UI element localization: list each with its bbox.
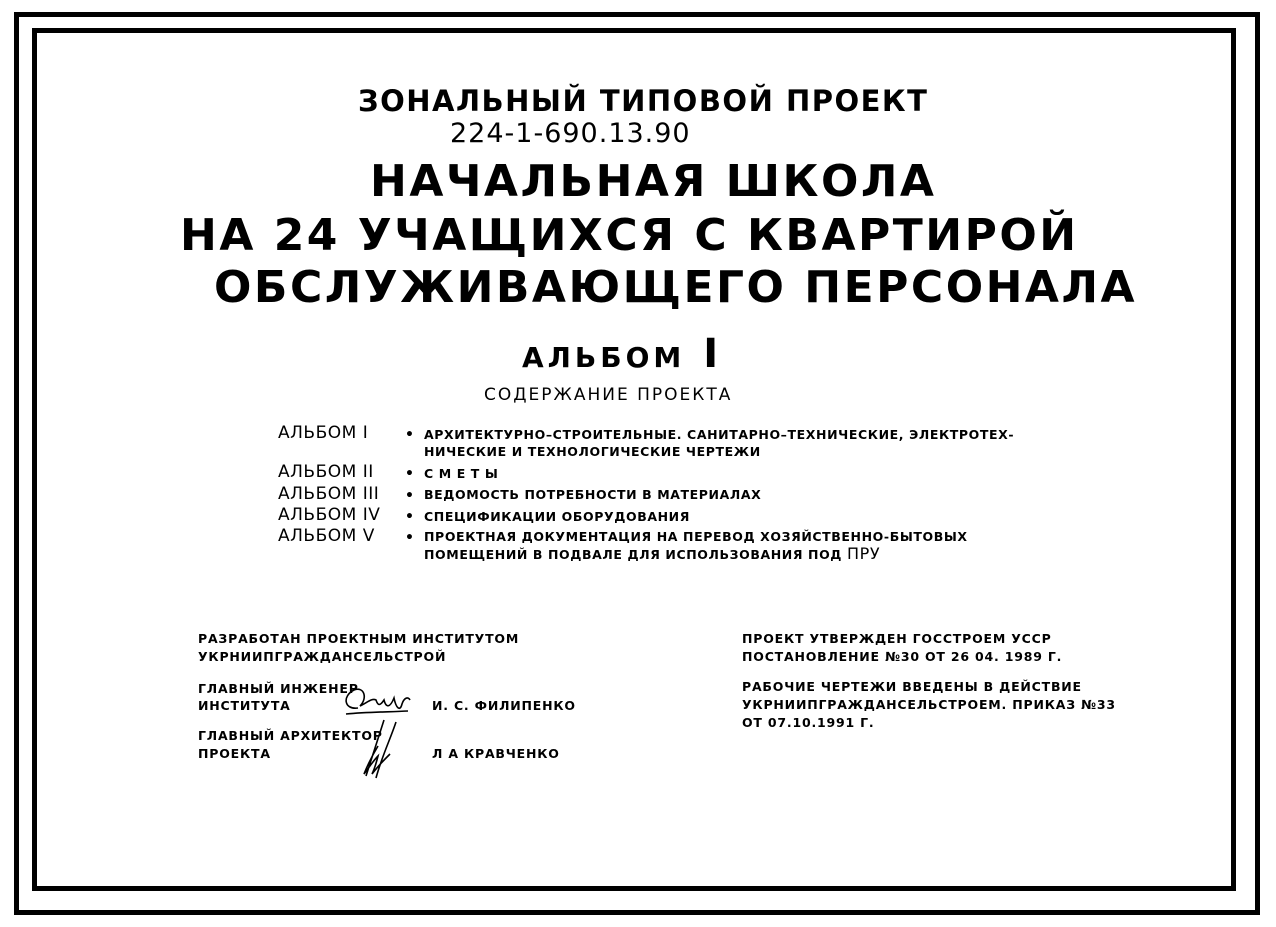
drawings-line3: ОТ 07.10.1991 Г. — [742, 715, 875, 730]
chief-engineer-label-1: ГЛАВНЫЙ ИНЖЕНЕР — [198, 681, 359, 696]
chief-architect-label-1: ГЛАВНЫЙ АРХИТЕКТОР — [198, 728, 383, 743]
chief-engineer-label-2: ИНСТИТУТА — [198, 698, 291, 713]
contents-row-text: СПЕЦИФИКАЦИИ ОБОРУДОВАНИЯ — [424, 509, 690, 524]
contents-row-text: ВЕДОМОСТЬ ПОТРЕБНОСТИ В МАТЕРИАЛАХ — [424, 487, 762, 502]
contents-row-text-cont: НИЧЕСКИЕ И ТЕХНОЛОГИЧЕСКИЕ ЧЕРТЕЖИ — [424, 444, 761, 459]
contents-bullet: • — [405, 530, 414, 546]
contents-bullet: • — [405, 427, 414, 443]
chief-architect-name: Л А КРАВЧЕНКО — [432, 746, 560, 761]
contents-row-text-part: ПОМЕЩЕНИЙ В ПОДВАЛЕ ДЛЯ ИСПОЛЬЗОВАНИЯ ПОД — [424, 547, 843, 562]
contents-row-label: АЛЬБОМ III — [278, 484, 380, 504]
developed-by-line2: УКРНИИПГРАЖДАНСЕЛЬСТРОЙ — [198, 649, 447, 664]
title-line-3: ОБСЛУЖИВАЮЩЕГО ПЕРСОНАЛА — [214, 262, 1138, 313]
contents-row-label: АЛЬБОМ V — [278, 526, 375, 546]
architect-signature — [356, 716, 412, 782]
chief-architect-label-2: ПРОЕКТА — [198, 746, 271, 761]
pru-abbr: ПРУ — [847, 544, 881, 563]
project-code: 224-1-690.13.90 — [450, 118, 691, 149]
contents-row-text: АРХИТЕКТУРНО–СТРОИТЕЛЬНЫЕ. САНИТАРНО–ТЕХНИЧЕСКИЕ, ЭЛЕКТРОТЕХ- — [424, 427, 1015, 442]
approved-line1: ПРОЕКТ УТВЕРЖДЕН ГОССТРОЕМ УССР — [742, 631, 1052, 646]
contents-row-label: АЛЬБОМ I — [278, 423, 369, 443]
album-heading — [522, 331, 722, 377]
album-number: I — [703, 331, 723, 377]
contents-bullet: • — [405, 488, 414, 504]
drawings-line2: УКРНИИПГРАЖДАНСЕЛЬСТРОЕМ. ПРИКАЗ №33 — [742, 697, 1116, 712]
contents-row-text-cont — [424, 545, 880, 564]
drawings-line1: РАБОЧИЕ ЧЕРТЕЖИ ВВЕДЕНЫ В ДЕЙСТВИЕ — [742, 679, 1082, 694]
contents-row-label: АЛЬБОМ II — [278, 462, 374, 482]
developed-by-line1: РАЗРАБОТАН ПРОЕКТНЫМ ИНСТИТУТОМ — [198, 631, 520, 646]
chief-engineer-name: И. С. ФИЛИПЕНКО — [432, 698, 576, 713]
title-line-2: НА 24 УЧАЩИХСЯ С КВАРТИРОЙ — [180, 210, 1079, 261]
contents-row-text: ПРОЕКТНАЯ ДОКУМЕНТАЦИЯ НА ПЕРЕВОД ХОЗЯЙСТВЕННО-БЫТОВЫХ — [424, 529, 968, 544]
zonal-project-heading: ЗОНАЛЬНЫЙ ТИПОВОЙ ПРОЕКТ — [358, 84, 929, 118]
contents-bullet: • — [405, 466, 414, 482]
title-line-1: НАЧАЛЬНАЯ ШКОЛА — [370, 156, 937, 207]
contents-bullet: • — [405, 509, 414, 525]
contents-heading: СОДЕРЖАНИЕ ПРОЕКТА — [484, 385, 733, 405]
engineer-signature — [338, 678, 418, 720]
approved-line2: ПОСТАНОВЛЕНИЕ №30 ОТ 26 04. 1989 Г. — [742, 649, 1063, 664]
contents-row-label: АЛЬБОМ IV — [278, 505, 381, 525]
album-word: АЛЬБОМ — [522, 341, 686, 374]
contents-row-text: С М Е Т Ы — [424, 466, 499, 481]
